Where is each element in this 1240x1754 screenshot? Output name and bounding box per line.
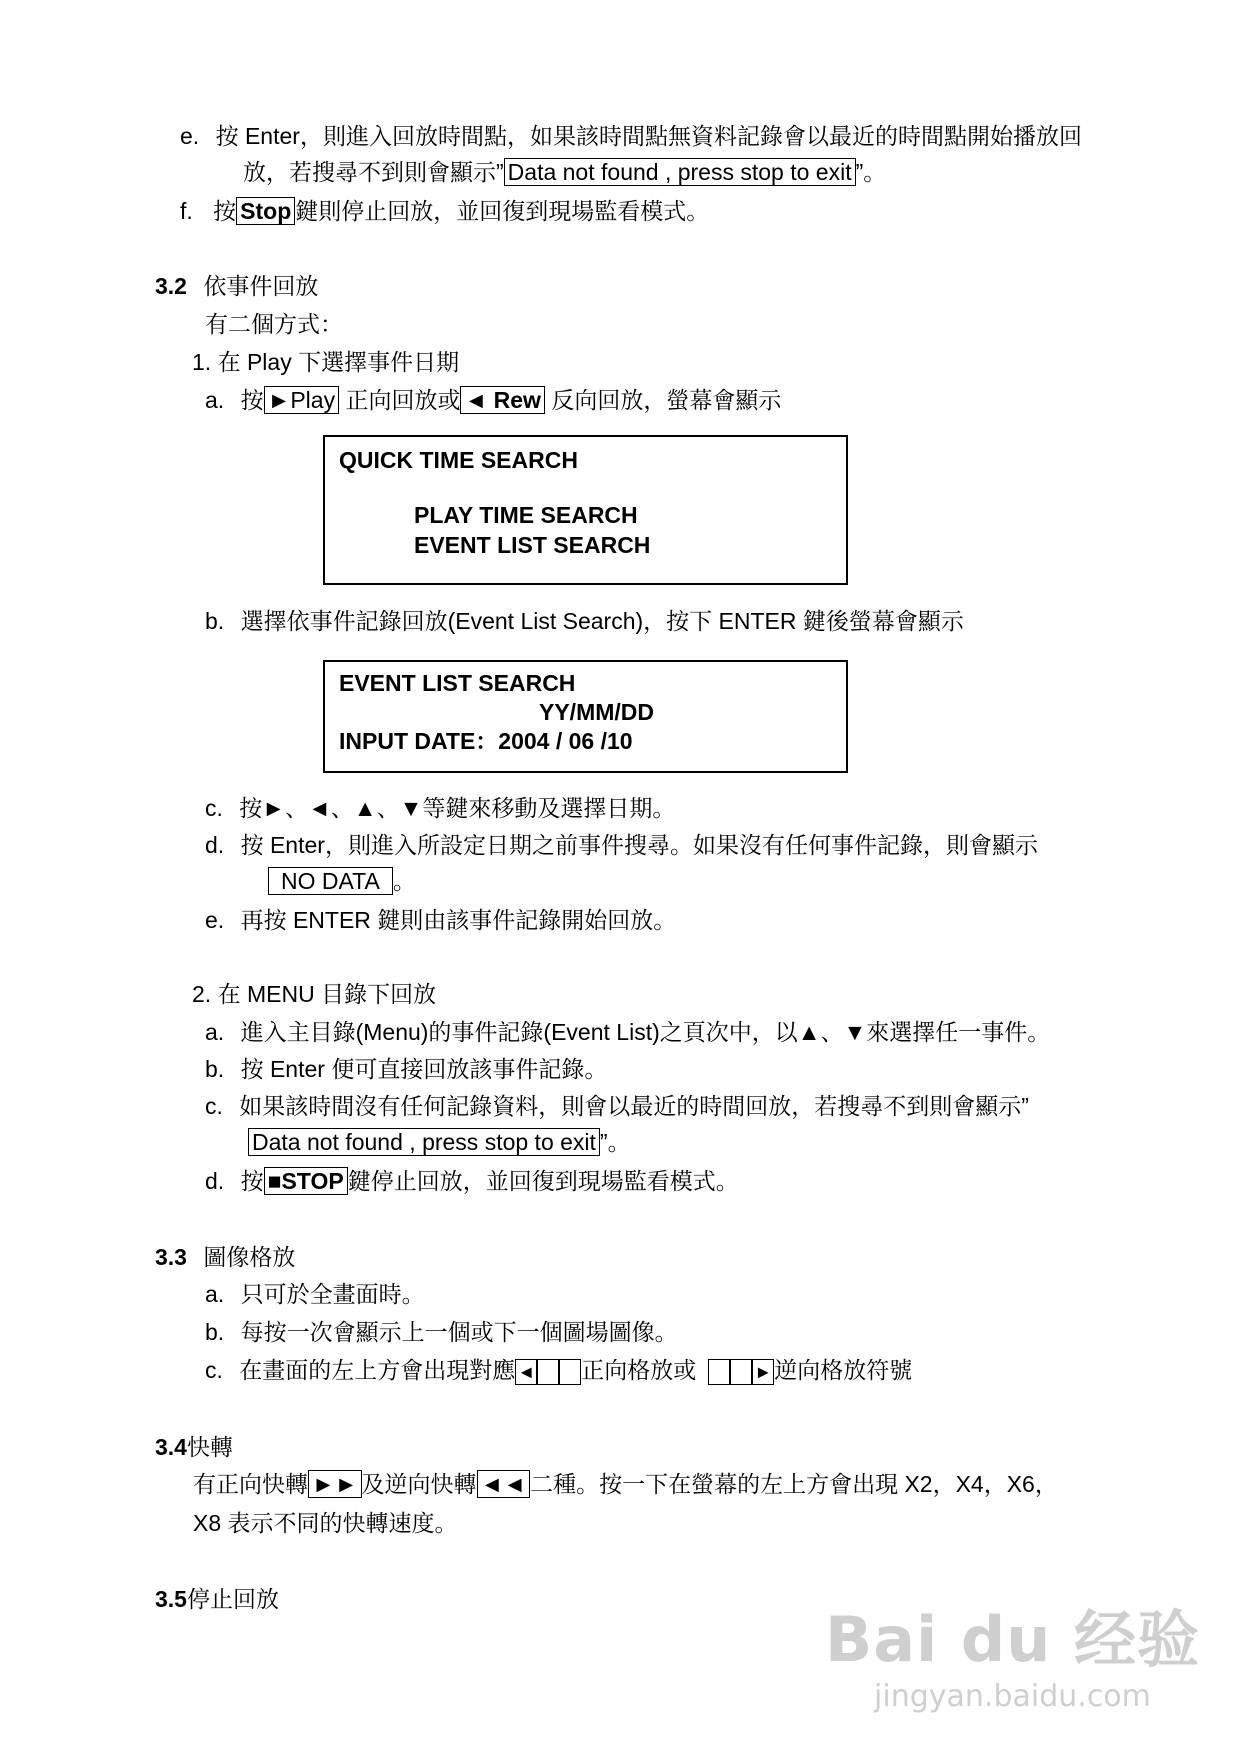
item-label: e. — [205, 907, 225, 933]
item-label: e. — [180, 123, 200, 149]
item-text: 放，若搜尋不到則會顯示” — [243, 159, 504, 185]
section-number: 3.5 — [155, 1586, 187, 1612]
message-box: Data not found , press stop to exit — [248, 1128, 600, 1156]
item-text: 再按 ENTER 鍵則由該事件記錄開始回放。 — [240, 907, 677, 933]
item-label: f. — [180, 198, 193, 224]
item-text: 每按一次會顯示上一個或下一個圖場圖像。 — [240, 1319, 678, 1345]
item-text: 鍵則停止回放，並回復到現場監看模式。 — [295, 198, 710, 224]
fast-forward-icon: ►► — [308, 1470, 362, 1498]
empty-box-icon — [559, 1359, 581, 1385]
section-heading-3-5 — [155, 1584, 279, 1614]
menu-step-c — [205, 1091, 1029, 1121]
stop-key-box: ■STOP — [264, 1167, 348, 1195]
menu-step-d — [205, 1166, 739, 1196]
section-heading-3-4 — [155, 1432, 233, 1462]
item-text: 按►、◄、▲、▼等鍵來移動及選擇日期。 — [239, 795, 676, 821]
menu-option-play-time: PLAY TIME SEARCH — [414, 502, 638, 528]
item-text: 按 Enter，則進入所設定日期之前事件搜尋。如果沒有任何事件記錄，則會顯示 — [240, 832, 1038, 858]
section-title: 快轉 — [186, 1434, 233, 1460]
fast-rewind-icon: ◄◄ — [477, 1470, 531, 1498]
frame-step-c — [205, 1355, 912, 1385]
item-text: 按 — [240, 1168, 264, 1194]
menu-step-c-cont — [248, 1127, 631, 1157]
message-box: Data not found , press stop to exit — [504, 158, 856, 186]
rew-key-box: ◄ Rew — [460, 386, 544, 414]
stop-key-box: Stop — [236, 197, 295, 225]
section-title: 圖像格放 — [203, 1244, 296, 1270]
intro-text: 有二個方式： — [205, 311, 343, 337]
method-2-title: 2. 在 MENU 目錄下回放 — [192, 981, 437, 1007]
para-e-cont — [243, 157, 886, 187]
item-label: b. — [205, 608, 225, 634]
fast-forward-text-cont: X8 表示不同的快轉速度。 — [193, 1510, 458, 1536]
step-c — [205, 793, 675, 823]
item-text: 只可於全畫面時。 — [240, 1281, 425, 1307]
event-list-search-screen — [323, 660, 848, 773]
watermark-brand: Bai du 经验 — [824, 1603, 1200, 1676]
item-text: 正向格放或 — [581, 1357, 697, 1383]
item-text: ”。 — [599, 1129, 631, 1155]
item-text: 按 Enter，則進入回放時間點，如果該時間點無資料記錄會以最近的時間點開始播放回 — [215, 123, 1082, 149]
screen-title: EVENT LIST SEARCH — [339, 670, 576, 696]
forward-frame-icon: ► — [752, 1359, 774, 1385]
menu-step-a — [205, 1017, 1050, 1047]
item-label: c. — [205, 795, 223, 821]
item-label: a. — [205, 1019, 225, 1045]
item-text: 按 — [240, 387, 264, 413]
step-a — [205, 385, 781, 415]
item-text: 在畫面的左上方會出現對應 — [239, 1357, 516, 1383]
item-text: 逆向格放符號 — [774, 1357, 913, 1383]
watermark-url: jingyan.baidu.com — [874, 1679, 1151, 1714]
item-text: 二種。按一下在螢幕的左上方會出現 X2，X4，X6， — [530, 1471, 1058, 1497]
empty-box-icon — [537, 1359, 559, 1385]
item-text: 有正向快轉 — [193, 1471, 308, 1497]
frame-step-b — [205, 1317, 678, 1347]
item-text: 。 — [392, 868, 416, 894]
section-heading-3-3 — [155, 1242, 295, 1272]
baidu-watermark — [825, 1590, 1200, 1714]
section-heading-3-2 — [155, 271, 318, 301]
method-1-title: 1. 在 Play 下選擇事件日期 — [192, 349, 460, 375]
item-text: 如果該時間沒有任何記錄資料，則會以最近的時間回放，若搜尋不到則會顯示” — [239, 1093, 1029, 1119]
item-text: 鍵停止回放，並回復到現場監看模式。 — [347, 1168, 739, 1194]
fast-forward-text — [193, 1469, 1058, 1499]
item-label: d. — [205, 832, 225, 858]
step-d — [205, 830, 1038, 860]
item-text: 按 — [213, 198, 237, 224]
item-text: ”。 — [855, 159, 887, 185]
item-label: b. — [205, 1056, 225, 1082]
rewind-frame-icon: ◄ — [515, 1359, 537, 1385]
frame-step-a — [205, 1279, 425, 1309]
menu-option-event-list: EVENT LIST SEARCH — [414, 532, 651, 558]
para-e — [180, 121, 1082, 151]
item-text: 進入主目錄(Menu)的事件記錄(Event List)之頁次中，以▲、▼來選擇任一事件。 — [240, 1019, 1051, 1045]
quick-time-search-screen — [323, 435, 848, 585]
empty-box-icon — [708, 1359, 730, 1385]
step-d-cont — [268, 866, 416, 896]
no-data-box: NO DATA — [268, 867, 393, 895]
item-text: 反向回放，螢幕會顯示 — [544, 387, 782, 413]
item-text: 正向回放或 — [339, 387, 461, 413]
item-label: a. — [205, 387, 225, 413]
item-label: c. — [205, 1093, 223, 1119]
item-text: 及逆向快轉 — [361, 1471, 477, 1497]
step-b — [205, 606, 964, 636]
item-label: b. — [205, 1319, 225, 1345]
section-title: 停止回放 — [186, 1586, 279, 1612]
item-text: 按 Enter 便可直接回放該事件記錄。 — [240, 1056, 608, 1082]
section-number: 3.2 — [155, 273, 187, 299]
item-label: d. — [205, 1168, 225, 1194]
play-key-box: ►Play — [264, 386, 340, 414]
menu-step-b — [205, 1054, 607, 1084]
para-f — [180, 196, 709, 226]
input-date: INPUT DATE：2004 / 06 /10 — [339, 728, 633, 754]
step-e — [205, 905, 676, 935]
date-format: YY/MM/DD — [539, 699, 654, 725]
section-number: 3.3 — [155, 1244, 187, 1270]
item-text: 選擇依事件記錄回放(Event List Search)，按下 ENTER 鍵後螢幕會顯示 — [240, 608, 964, 634]
section-title: 依事件回放 — [203, 273, 319, 299]
item-label: c. — [205, 1357, 223, 1383]
item-label: a. — [205, 1281, 225, 1307]
empty-box-icon — [730, 1359, 752, 1385]
section-number: 3.4 — [155, 1434, 187, 1460]
screen-title: QUICK TIME SEARCH — [339, 447, 578, 473]
